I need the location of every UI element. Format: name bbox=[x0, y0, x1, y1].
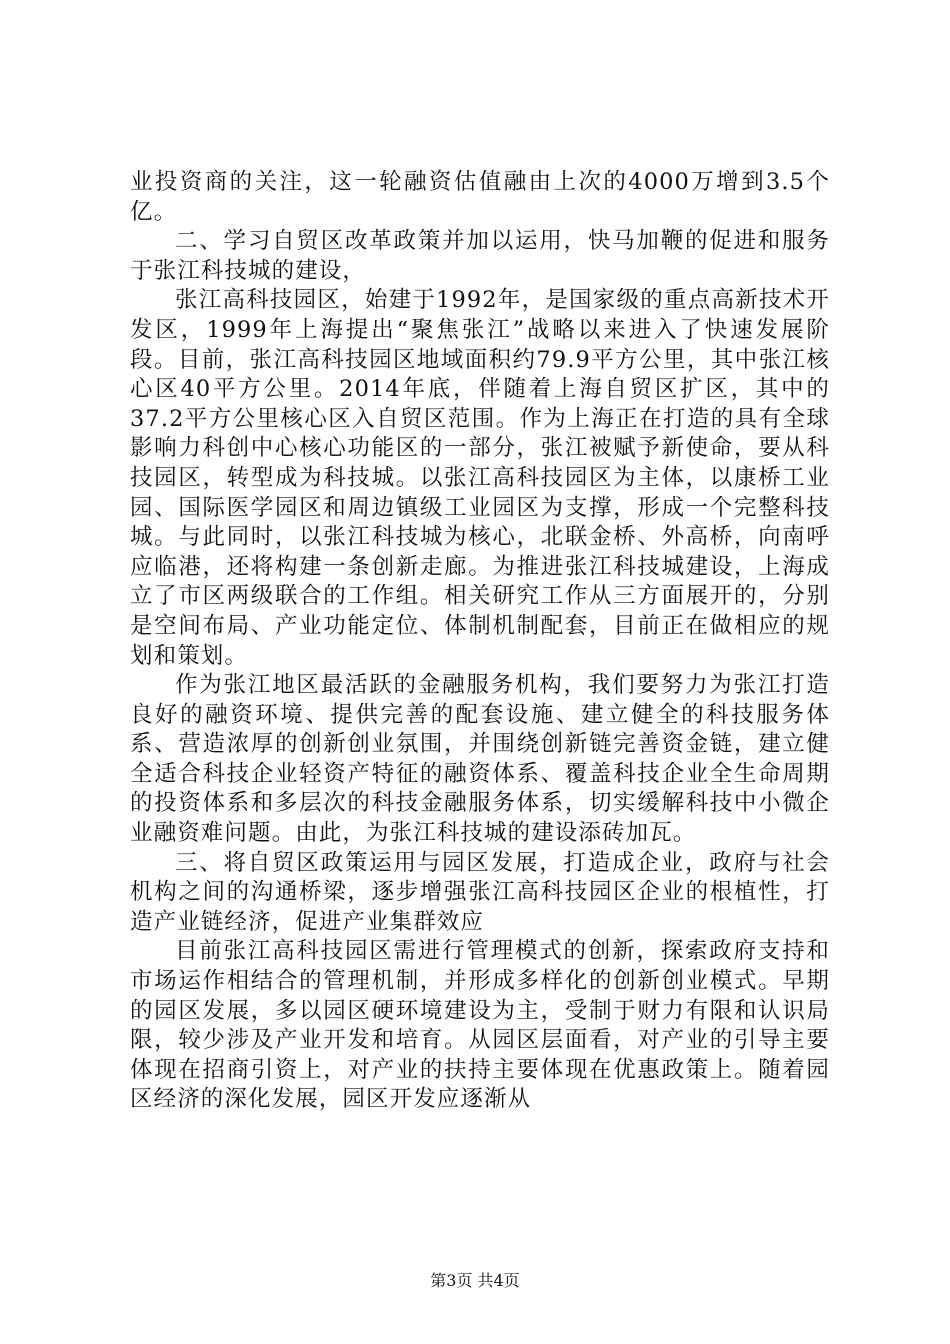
page-number-footer: 第3页 共4页 bbox=[430, 1271, 520, 1290]
document-body bbox=[130, 168, 830, 1115]
paragraph-continuation: 业投资商的关注，这一轮融资估值融由上次的4000万增到3.5个亿。 bbox=[130, 169, 830, 225]
section-heading-three: 三、将自贸区政策运用与园区发展，打造成企业，政府与社会机构之间的沟通桥梁，逐步增强张江高科技园区企业的根植性，打造产业链经济，促进产业集群效应 bbox=[130, 849, 830, 935]
paragraph-financial-services: 作为张江地区最活跃的金融服务机构，我们要努力为张江打造良好的融资环境、提供完善的配套设施、建立健全的科技服务体系、营造浓厚的创新创业氛围，并围绕创新链完善资金链，建立健全适合科技企业轻资产特征的融资体系、覆盖科技企业全生命周期的投资体系和多层次的科技金融服务体系，切实缓解科技中小微企业融资难问题。由此，为张江科技城的建设添砖加瓦。 bbox=[130, 672, 830, 847]
section-heading-two: 二、学习自贸区改革政策并加以运用，快马加鞭的促进和服务于张江科技城的建设， bbox=[130, 228, 830, 284]
paragraph-management-model: 目前张江高科技园区需进行管理模式的创新，探索政府支持和市场运作相结合的管理机制，并形成多样化的创新创业模式。早期的园区发展，多以园区硬环境建设为主，受制于财力有限和认识局限，较少涉及产业开发和培育。从园区层面看，对产业的引导主要体现在招商引资上，对产业的扶持主要体现在优惠政策上。随着园区经济的深化发展，园区开发应逐渐从 bbox=[130, 938, 830, 1113]
paragraph-zhangjiang-overview: 张江高科技园区，始建于1992年，是国家级的重点高新技术开发区，1999年上海提出“聚焦张江”战略以来进入了快速发展阶段。目前，张江高科技园区地域面积约79.9平方公里，其中张江核心区40平方公里。2014年底，伴随着上海自贸区扩区，其中的37.2平方公里核心区入自贸区范围。作为上海正在打造的具有全球影响力科创中心核心功能区的一部分，张江被赋予新使命，要从科技园区，转型成为科技城。以张江高科技园区为主体，以康桥工业园、国际医学园区和周边镇级工业园区为支撑，形成一个完整科技城。与此同时，以张江科技城为核心，北联金桥、外高桥，向南呼应临港，还将构建一条创新走廊。为推进张江科技城建设，上海成立了市区两级联合的工作组。相关研究工作从三方面展开的，分别是空间布局、产业功能定位、体制机制配套，目前正在做相应的规划和策划。 bbox=[130, 287, 830, 669]
